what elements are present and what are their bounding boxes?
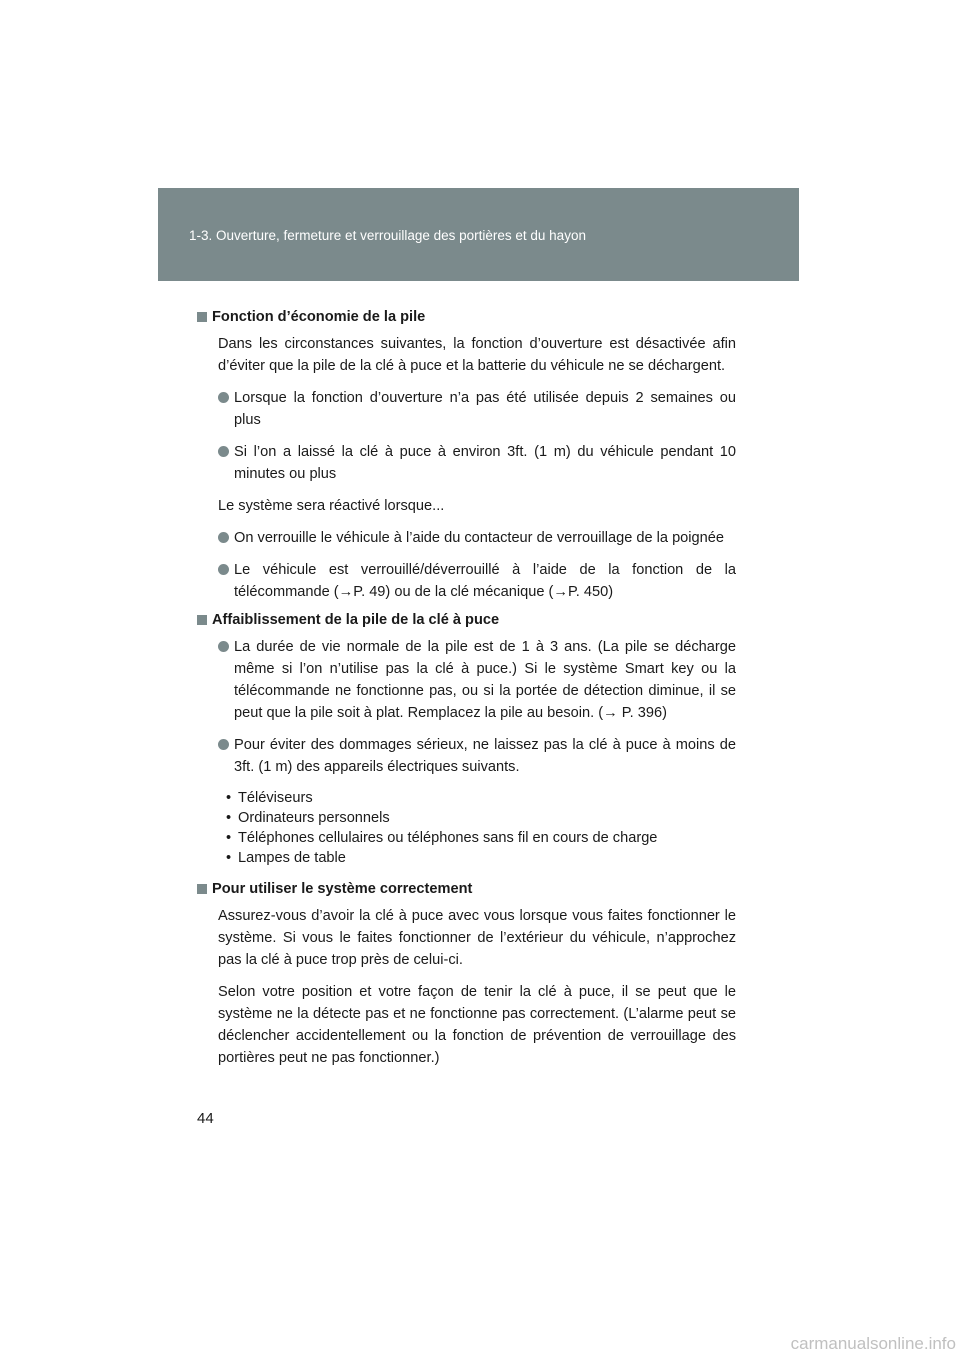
sub-list-item-text: Téléphones cellulaires ou téléphones sans fil en cours de charge [238,830,658,846]
section-heading-battery-weak [196,609,736,631]
circle-bullet-icon [218,739,229,750]
dot-icon: • [226,850,232,866]
circle-bullet-icon [218,532,229,543]
watermark: carmanualsonline.info [790,1334,956,1353]
sub-list-item [226,848,736,868]
list-item [218,734,736,778]
circle-bullet-icon [218,641,229,652]
paragraph: Selon votre position et votre façon de tenir la clé à puce, il se peut que le système ne la détecte pas et ne fonctionne pas correctement. (L’alarme peut se déclencher accidentellement ou la fonction de prévention de verrouillage des portières peut ne pas fonctionner.) [218,984,736,1066]
sub-list-item [226,828,736,848]
paragraph: Le système sera réactivé lorsque... [218,498,445,514]
list-item [218,527,736,549]
list-item-text: Lorsque la fonction d’ouverture n’a pas été utilisée depuis 2 semaines ou plus [234,390,736,428]
heading-text: Affaiblissement de la pile de la clé à puce [212,612,500,628]
heading-text: Pour utiliser le système correctement [212,881,473,897]
paragraph: Dans les circonstances suivantes, la fonction d’ouverture est désactivée afin d’éviter que la pile de la clé à puce et la batterie du véhicule ne se déchargent. [218,336,736,374]
sub-list [226,788,736,868]
list-item-text: La durée de vie normale de la pile est de 1 à 3 ans. (La pile se décharge même si l’on n’utilise pas la clé à puce.) Si le système Smart key ou la télécommande ne fonctionne pas, ou si la portée de détection diminue, il se peut que la pile soit à plat. Remplacez la pile au besoin. (→ P. 396) [234,639,736,721]
paragraph: Assurez-vous d’avoir la clé à puce avec vous lorsque vous faites fonctionner le système. Si vous le faites fonctionner de l’extérieur du véhicule, n’approchez pas la clé à puce trop près de celui-ci. [218,908,736,968]
dot-icon: • [226,810,232,826]
square-bullet-icon [197,884,207,894]
section-heading-battery-saving [196,306,736,328]
dot-icon: • [226,830,232,846]
page-content [196,306,736,1079]
list-item-text: Le véhicule est verrouillé/déverrouillé à l’aide de la fonction de la télécommande (→P. 49) ou de la clé mécanique (→P. 450) [234,562,736,600]
list-item [218,636,736,724]
square-bullet-icon [197,615,207,625]
list-item-text: Pour éviter des dommages sérieux, ne laissez pas la clé à puce à moins de 3ft. (1 m) des appareils électriques suivants. [234,737,736,775]
section-header-bar [158,188,799,281]
square-bullet-icon [197,312,207,322]
sub-list-item-text: Lampes de table [238,850,346,866]
circle-bullet-icon [218,564,229,575]
sub-list-item [226,808,736,828]
list-item-text: On verrouille le véhicule à l’aide du contacteur de verrouillage de la poignée [234,530,725,546]
section-heading-correct-use [196,878,736,900]
sub-list-item [226,788,736,808]
sub-list-item-text: Téléviseurs [238,790,313,806]
list-item [218,559,736,603]
circle-bullet-icon [218,446,229,457]
heading-text: Fonction d’économie de la pile [212,309,426,325]
section-title: 1-3. Ouverture, fermeture et verrouillage des portières et du hayon [189,228,586,243]
list-item [218,387,736,431]
list-item-text: Si l’on a laissé la clé à puce à environ 3ft. (1 m) du véhicule pendant 10 minutes ou plus [234,444,736,482]
circle-bullet-icon [218,392,229,403]
sub-list-item-text: Ordinateurs personnels [238,810,390,826]
dot-icon: • [226,790,232,806]
page-number: 44 [197,1110,214,1127]
list-item [218,441,736,485]
